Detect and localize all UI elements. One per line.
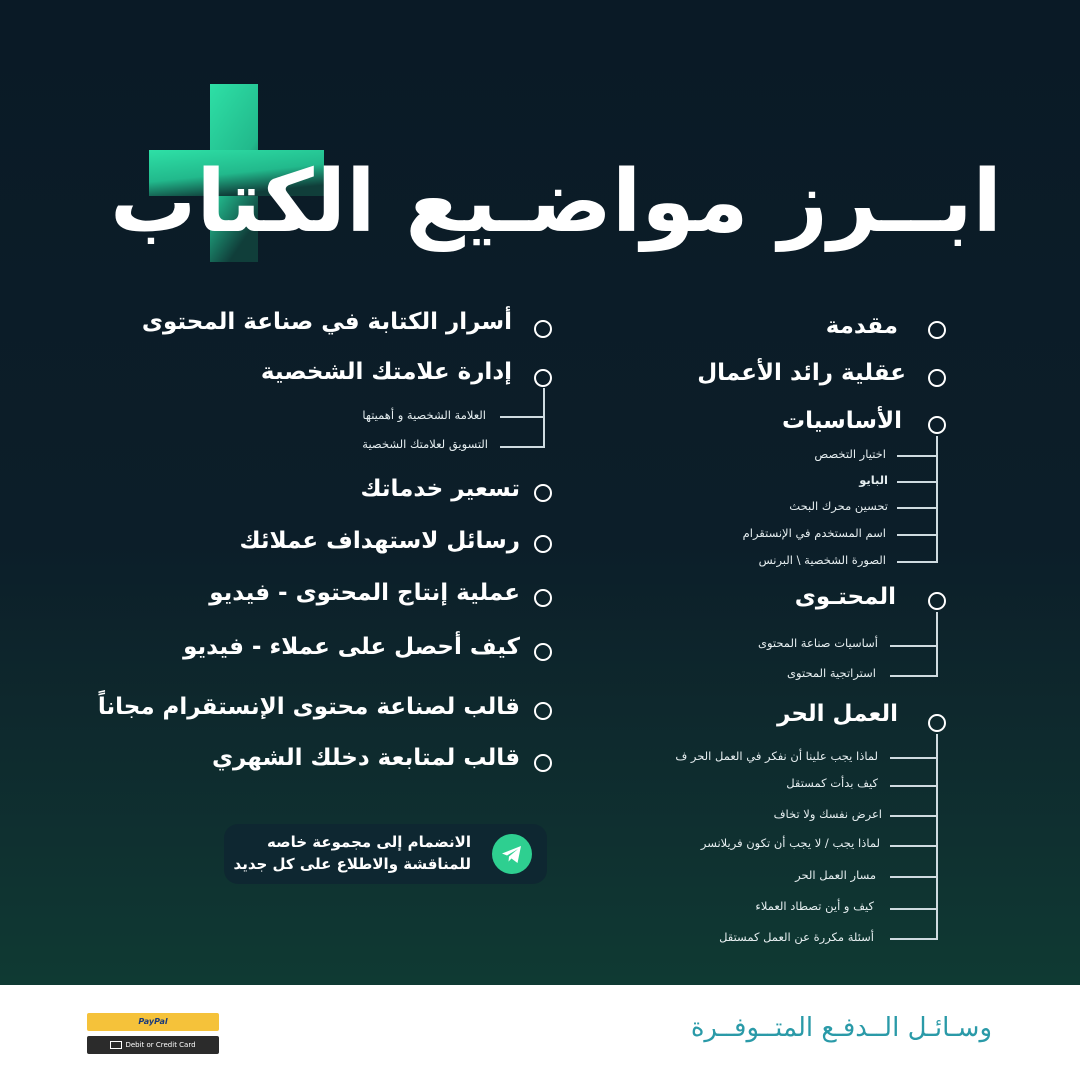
- tree-branch: [897, 455, 938, 457]
- tree-branch: [890, 938, 938, 940]
- tree-branch: [897, 561, 938, 563]
- sub-item: أسئلة مكررة عن العمل كمستقل: [719, 930, 874, 944]
- topic-item: تسعير خدماتك: [360, 476, 520, 502]
- bullet-icon: [534, 589, 552, 607]
- topic-item: الأساسيات: [781, 408, 902, 434]
- sub-item: مسار العمل الحر: [795, 868, 876, 882]
- tree-branch: [890, 757, 938, 759]
- topic-item: المحتـوى: [794, 584, 896, 610]
- topic-item: إدارة علامتك الشخصية: [260, 359, 512, 385]
- sub-item: التسويق لعلامتك الشخصية: [362, 437, 488, 451]
- tree-branch: [897, 507, 938, 509]
- tree-branch: [890, 908, 938, 910]
- tree-branch: [890, 785, 938, 787]
- bullet-icon: [534, 484, 552, 502]
- card-icon: [110, 1041, 122, 1049]
- bullet-icon: [928, 369, 946, 387]
- telegram-icon[interactable]: [492, 834, 532, 874]
- sub-item: لماذا يجب علينا أن نفكر في العمل الحر ف: [675, 749, 878, 763]
- sub-item: أساسيات صناعة المحتوى: [757, 636, 878, 650]
- bullet-icon: [928, 714, 946, 732]
- card-button-label: Debit or Credit Card: [125, 1041, 196, 1049]
- card-button[interactable]: [87, 1036, 219, 1054]
- bullet-icon: [928, 321, 946, 339]
- sub-item: الصورة الشخصية \ البرنس: [758, 553, 886, 567]
- topic-item: كيف أحصل على عملاء - فيديو: [183, 634, 520, 660]
- join-line-2: للمناقشة والاطلاع على كل جديد: [233, 855, 471, 873]
- sub-item: استراتجية المحتوى: [787, 666, 876, 680]
- topic-item: أسرار الكتابة في صناعة المحتوى: [141, 309, 512, 335]
- bullet-icon: [534, 369, 552, 387]
- paypal-button[interactable]: PayPal: [87, 1013, 219, 1031]
- tree-branch: [897, 534, 938, 536]
- payment-methods-label: وسـائـل الــدفـع المتــوفــرة: [690, 1013, 992, 1043]
- sub-item: اعرض نفسك ولا تخاف: [773, 807, 882, 821]
- bullet-icon: [928, 592, 946, 610]
- tree-line: [543, 388, 545, 448]
- topic-item: مقدمة: [825, 313, 898, 339]
- tree-branch: [500, 416, 545, 418]
- sub-item: العلامة الشخصية و أهميتها: [362, 408, 486, 422]
- sub-item: اسم المستخدم في الإنستقرام: [742, 526, 886, 540]
- topic-item: عقلية رائد الأعمال: [697, 360, 906, 386]
- sub-item: كيف و أين تصطاد العملاء: [755, 899, 874, 913]
- sub-item: تحسين محرك البحث: [789, 499, 888, 513]
- topic-item: قالب لصناعة محتوى الإنستقرام مجاناً: [97, 694, 520, 720]
- tree-branch: [890, 815, 938, 817]
- tree-branch: [500, 446, 545, 448]
- sub-item: لماذا يجب / لا يجب أن تكون فريلانسر: [700, 836, 880, 850]
- sub-item: البايو: [859, 473, 888, 487]
- sub-item: كيف بدأت كمستقل: [786, 776, 878, 790]
- bullet-icon: [534, 754, 552, 772]
- page-title: ابــرز مواضـيع الكتاب: [109, 152, 1002, 252]
- tree-branch: [890, 645, 938, 647]
- tree-branch: [890, 876, 938, 878]
- tree-branch: [890, 845, 938, 847]
- bullet-icon: [534, 320, 552, 338]
- bullet-icon: [534, 535, 552, 553]
- topic-item: رسائل لاستهداف عملائك: [239, 528, 520, 554]
- sub-item: اختيار التخصص: [814, 447, 886, 461]
- bullet-icon: [534, 643, 552, 661]
- bullet-icon: [928, 416, 946, 434]
- topic-item: عملية إنتاج المحتوى - فيديو: [209, 580, 520, 606]
- join-line-1: الانضمام إلى مجموعة خاصه: [267, 833, 471, 851]
- tree-branch: [897, 481, 938, 483]
- topic-item: العمل الحر: [777, 701, 898, 727]
- topic-item: قالب لمتابعة دخلك الشهري: [211, 745, 520, 771]
- tree-branch: [890, 675, 938, 677]
- bullet-icon: [534, 702, 552, 720]
